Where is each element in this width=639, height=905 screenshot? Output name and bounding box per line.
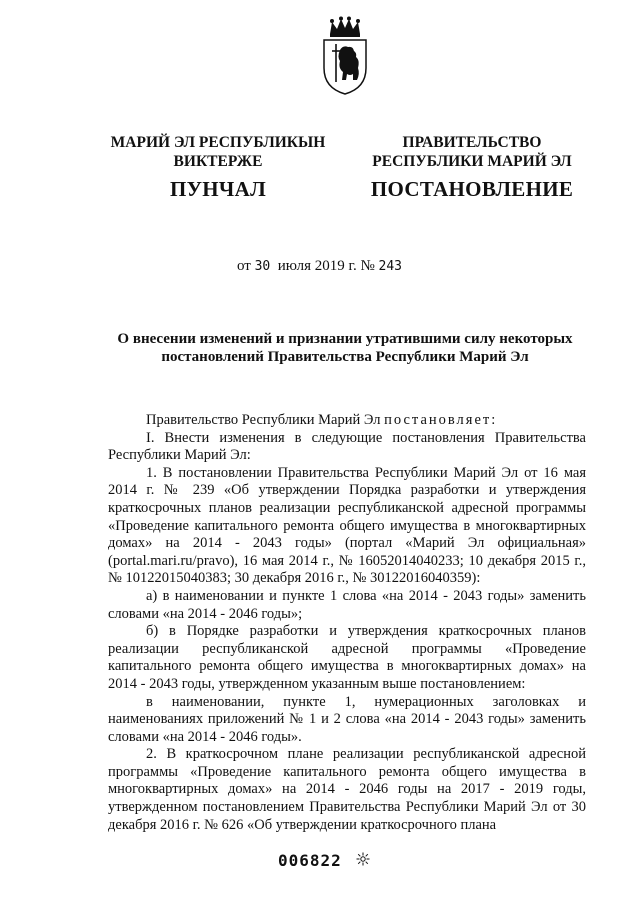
form-serial-number: 006822 xyxy=(278,851,342,870)
date-prefix: от xyxy=(236,258,251,274)
date-line xyxy=(0,258,639,275)
header-left-line2: ВИКТЕРЖЕ xyxy=(173,153,263,170)
decree-number: 243 xyxy=(378,259,403,274)
paragraph-1: I. Внести изменения в следующие постановления Правительства Республики Марий Эл: xyxy=(108,429,586,464)
paragraph-preamble xyxy=(108,412,586,430)
header-left-line1: МАРИЙ ЭЛ РЕСПУБЛИКЫН xyxy=(110,134,326,151)
preamble-text: Правительство Республики Марий Эл xyxy=(146,412,381,428)
paragraph-6: 2. В краткосрочном плане реализации республиканской адресной программы «Проведение капитального ремонта общего имущества в многоквартирных домах» на 2014 - 2046 годы на 2017 - 2019 годы, утвержденном постановлением Правительства Республики Марий Эл от 30 декабря 2016 г. № 626 «Об утверждении краткосрочного плана xyxy=(108,746,586,833)
paragraph-2: 1. В постановлении Правительства Республики Марий Эл от 16 мая 2014 г. № 239 «Об утверждении Порядка разработки и утверждения краткосрочных планов реализации республиканской адресной программы «Проведение капитального ремонта общего имущества в многоквартирных домах» на 2014 - 2043 годы» (портал «Марий Эл официальная» (portal.mari.ru/pravo), 16 мая 2014 г., № 16052014040233; 10 декабря 2015 г., № 10122015040383; 30 декабря 2016 г., № 30122016040359): xyxy=(108,464,586,587)
decree-body xyxy=(108,412,586,834)
header-left-title: ПУНЧАЛ xyxy=(169,177,267,201)
paragraph-4: б) в Порядке разработки и утверждения краткосрочных планов реализации республиканской адресной программы «Проведение капитального ремонта общего имущества в многоквартирных домах» на 2014 - 2043 годы, утвержденном указанным выше постановлением: xyxy=(108,623,586,692)
header-right-line2: РЕСПУБЛИКИ МАРИЙ ЭЛ xyxy=(372,153,572,170)
ornament-icon xyxy=(356,852,370,866)
paragraph-3: а) в наименовании и пункте 1 слова «на 2014 - 2043 годы» заменить словами «на 2014 - 2046 годы»; xyxy=(108,587,586,622)
header-right-title: ПОСТАНОВЛЕНИЕ xyxy=(370,177,574,201)
header-right-line1: ПРАВИТЕЛЬСТВО xyxy=(402,134,542,151)
header-right xyxy=(354,133,590,199)
subject-line2: постановлений Правительства Республики Марий Эл xyxy=(161,349,529,365)
preamble-decrees: постановляет: xyxy=(384,412,498,428)
header-left xyxy=(98,133,338,199)
decree-subject xyxy=(100,330,590,366)
date-day: 30 xyxy=(254,259,271,274)
date-month-year: июля 2019 г. № xyxy=(277,258,375,274)
paragraph-5: в наименовании, пункте 1, нумерационных заголовках и наименованиях приложений № 1 и 2 слова «на 2014 - 2043 годы» заменить словами «на 2014 - 2046 годы». xyxy=(108,693,586,745)
subject-line1: О внесении изменений и признании утратившими силу некоторых xyxy=(117,331,573,347)
coat-of-arms-icon xyxy=(320,16,370,96)
